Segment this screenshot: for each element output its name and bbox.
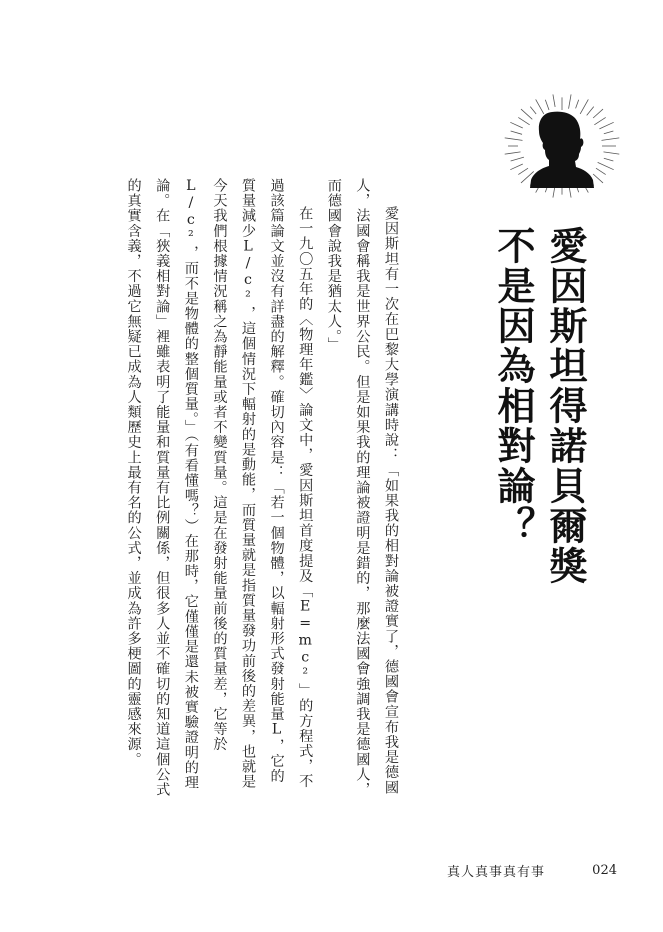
- sunburst-ray: [510, 122, 522, 128]
- sunburst-ray: [598, 162, 614, 169]
- sunburst-ray: [576, 100, 579, 109]
- sunburst-ray: [569, 94, 572, 108]
- title-line-1: 愛因斯坦得諾貝爾獎: [543, 226, 587, 586]
- sunburst-ray: [505, 138, 523, 141]
- sunburst-ray: [602, 138, 620, 141]
- sunburst-ray: [545, 100, 549, 110]
- book-title: 真人真事真有事: [447, 864, 546, 880]
- sunburst-ray: [599, 122, 613, 129]
- sunburst-ray: [553, 94, 555, 106]
- sunburst-ray: [593, 109, 603, 118]
- sunburst-ray: [593, 174, 603, 183]
- sunburst-ray: [518, 168, 528, 174]
- sunburst-ray: [596, 168, 606, 174]
- sunburst-ray: [594, 117, 605, 124]
- sunburst-ray: [518, 117, 529, 124]
- sunburst-ray: [604, 131, 614, 134]
- sunburst-ray: [530, 107, 536, 114]
- person-silhouette-sunburst-icon: [498, 88, 626, 200]
- sunburst-ray: [604, 158, 614, 161]
- sunburst-ray: [587, 107, 594, 116]
- sunburst-ray: [580, 99, 588, 113]
- title-line-2: 不是因為相對論？: [491, 226, 535, 546]
- sunburst-ray: [536, 99, 544, 113]
- sunburst-ray: [511, 131, 522, 134]
- sunburst-ray: [521, 109, 532, 119]
- sunburst-ray: [511, 157, 524, 161]
- paragraph-2: 在一九〇五年的〈物理年鑑〉論文中，愛因斯坦首度提及「E=mc²」的方程式，不過該篇論文並沒有詳盡的解釋。確切內容是：「若一個物體，以輻射形式發射能量L，它的質量減少L/c²，這個情況下輻射的是動能，而質量就是指質量發功前後的差異，也就是今天我們根據情況稱之為靜能量或者不變質量。這是在發射能量前後的質量差，它等於L/c²，而不是物體的整個質量。」（有看懂嗎？）在那時，它僅僅是還未被實驗證明的理論。在「狹義相對論」裡雖表明了能量和質量有比例關係，但很多人並不確切的知道這個公式的真實含義，不過它無疑已成為人類歷史上最有名的公式，並成為許多梗圖的靈感來源。: [125, 178, 314, 798]
- page-number: 024: [592, 862, 617, 878]
- sunburst-ray: [510, 164, 522, 170]
- body-text: [119, 178, 405, 798]
- paragraph-1: 愛因斯坦有一次在巴黎大學演講時說：「如果我的相對論被證實了，德國會宣布我是德國人，法國會稱我是世界公民。但是如果我的理論被證明是錯的，那麼法國會強調我是德國人，而德國會說我是猶太人。」: [325, 178, 399, 798]
- page-footer: [447, 860, 617, 880]
- sunburst-ray: [603, 152, 619, 154]
- sunburst-ray: [505, 152, 521, 154]
